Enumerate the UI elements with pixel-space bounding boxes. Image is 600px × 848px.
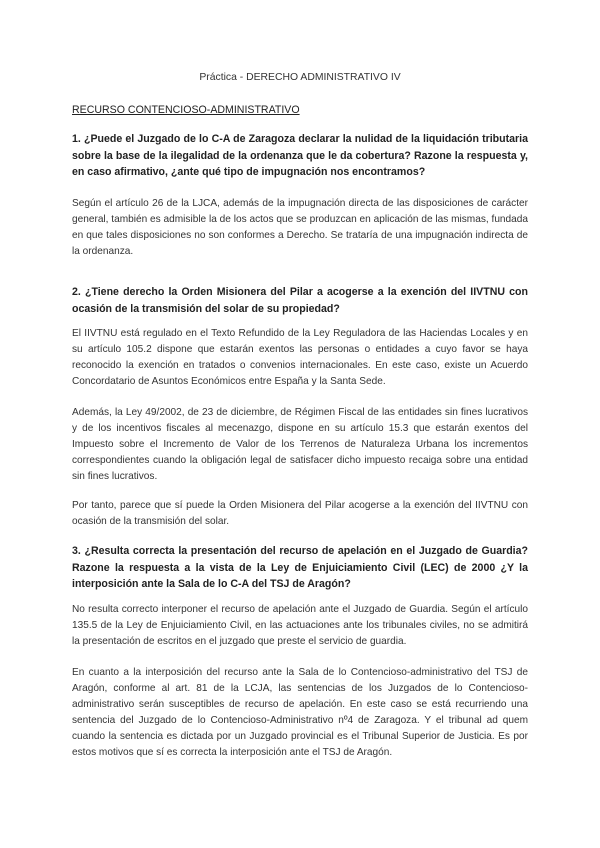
answer-3-paragraph-2: En cuanto a la interposición del recurso ante la Sala de lo Contencioso-administrativo del TSJ de Aragón, conforme al art. 81 de la LCJA, las sentencias de los Juzgados de lo Contencioso-administrativo serán susceptibles de recurso de apelación. En este caso se está recurriendo una sentencia del Juzgado de lo Contencioso-Administrativo nº4 de Zaragoza. Y el tribunal ad quem cuando la sentencia es dictada por un Juzgado provincial es el Tribunal Superior de Justicia. Es por estos motivos que sí es correcta la interposición ante el TSJ de Aragón. — [72, 667, 528, 758]
answer-2-paragraph-1: El IIVTNU está regulado en el Texto Refundido de la Ley Reguladora de las Haciendas Locales y en su artículo 105.2 dispone que estarán exentos las personas o entidades a cuyo favor se haya reconocido la exención en tratados o convenios internacionales. En este caso, existe un Acuerdo Concordatario de Asuntos Económicos entre España y la Santa Sede. — [72, 328, 528, 387]
answer-1: Según el artículo 26 de la LJCA, además de la impugnación directa de las disposiciones de carácter general, también es admisible la de los actos que se produzcan en aplicación de las mismas, fundada en que tales disposiciones no son conformes a Derecho. Se trataría de una impugnación indirecta de la ordenanza. — [72, 198, 528, 257]
question-1: 1. ¿Puede el Juzgado de lo C-A de Zaragoza declarar la nulidad de la liquidación tributaria sobre la base de la ilegalidad de la ordenanza que le da cobertura? Razone la respuesta y, en caso afirmativo, ¿ante qué tipo de impugnación nos encontramos? — [72, 133, 528, 178]
answer-3-paragraph-1: No resulta correcto interponer el recurso de apelación ante el Juzgado de Guardia. Según el artículo 135.5 de la Ley de Enjuiciamiento Civil, en las actuaciones ante los tribunales civiles, no se admitirá la presentación de escritos en el juzgado que preste el servicio de guardia. — [72, 604, 528, 647]
page-header: Práctica - DERECHO ADMINISTRATIVO IV — [199, 72, 401, 83]
question-3: 3. ¿Resulta correcta la presentación del recurso de apelación en el Juzgado de Guardia? Razone la respuesta a la vista de la Ley de Enjuiciamiento Civil (LEC) de 2000 ¿Y la interposición ante la Sala de lo C-A del TSJ de Aragón? — [72, 545, 528, 590]
section-title: RECURSO CONTENCIOSO-ADMINISTRATIVO — [72, 104, 300, 116]
answer-2-paragraph-2: Además, la Ley 49/2002, de 23 de diciembre, de Régimen Fiscal de las entidades sin fines lucrativos y de los incentivos fiscales al mecenazgo, dispone en su artículo 15.3 que estarán exentos del Impuesto sobre el Incremento de Valor de los Terrenos de Naturaleza Urbana los incrementos correspondientes cuando la obligación legal de satisfacer dicho impuesto recaiga sobre una entidad sin fines lucrativos. — [72, 407, 528, 482]
question-2: 2. ¿Tiene derecho la Orden Misionera del Pilar a acogerse a la exención del IIVTNU con ocasión de la transmisión del solar de su propiedad? — [72, 286, 528, 315]
answer-2-paragraph-3: Por tanto, parece que sí puede la Orden Misionera del Pilar acogerse a la exención del IIVTNU con ocasión de la transmisión del solar. — [72, 500, 528, 527]
